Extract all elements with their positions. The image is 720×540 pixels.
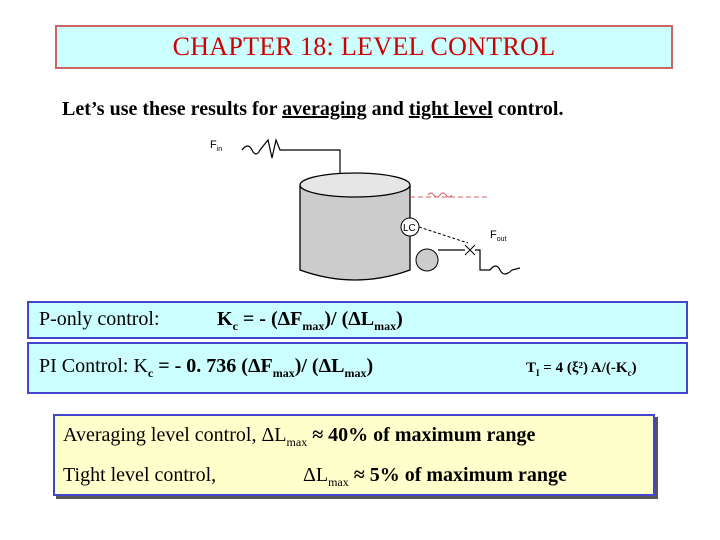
control-signal-line (419, 227, 468, 243)
tight-row-value: $\Delta L_{max} \approx 5\%$ of maximum range (303, 464, 567, 489)
valve-icon (465, 245, 475, 255)
outlet-line (475, 250, 520, 274)
tank-top (300, 173, 410, 197)
intro-averaging: averaging (282, 98, 367, 120)
tank-body (300, 185, 410, 280)
pi-formula: PI Control: $K_c$ = - 0. 736 $(\Delta F_{max})/$ $(\Delta L_{max})$ (39, 355, 374, 380)
pi-control-box (27, 342, 688, 394)
intro-mid: and (366, 98, 409, 120)
pump (416, 249, 438, 271)
results-box (53, 414, 655, 496)
p-only-box (27, 301, 688, 339)
tight-row-label: Tight level control, (63, 464, 217, 486)
fout-label: $F_{out}$ (490, 229, 507, 243)
ti-formula: $T_I = 4$ (ξ²) $A/(-K_c)$ (526, 360, 637, 378)
p-only-formula: $K_c$ = - $(\Delta F_{max})/$ $(\Delta L_{max})$ (217, 308, 403, 333)
intro-after: control. (492, 98, 564, 120)
fin-label: $F_{in}$ (210, 139, 223, 153)
intro-before: Let’s use these results for (62, 98, 283, 120)
lc-label: LC (403, 223, 416, 234)
level-wave (428, 193, 452, 197)
intro-tight-level: tight level (408, 98, 493, 120)
averaging-row: Averaging level control, $\Delta L_{max} \approx 40\%$ of maximum range (63, 424, 536, 449)
p-only-label: P-only control: (39, 308, 160, 330)
chapter-title: CHAPTER 18: LEVEL CONTROL (172, 32, 556, 61)
